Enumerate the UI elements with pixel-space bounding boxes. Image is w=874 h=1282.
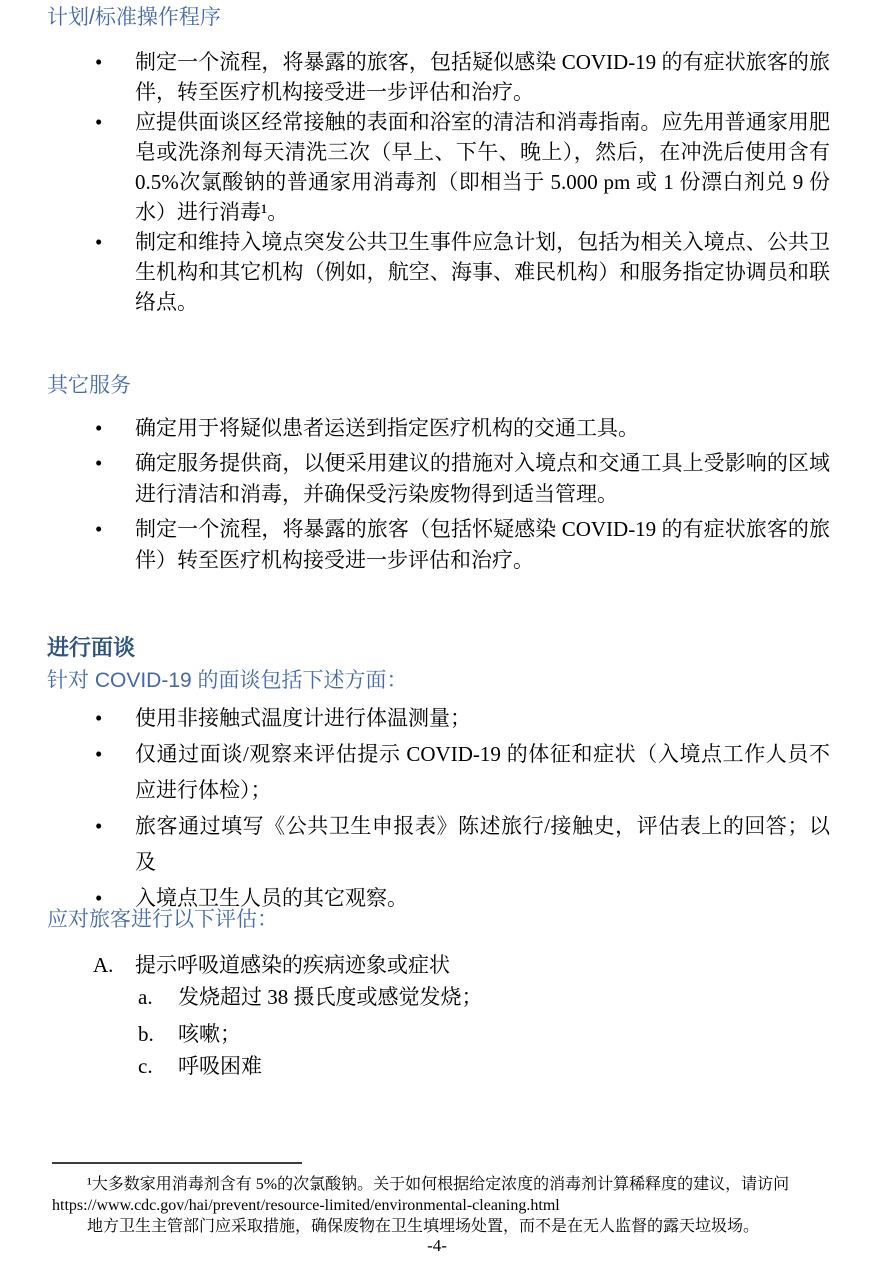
outline-item-text: 呼吸困难 [178,1054,262,1078]
assessment-outline [47,949,830,1082]
outline-item-text: 提示呼吸道感染的疾病迹象或症状 [135,953,450,977]
list-item-text: 确定用于将疑似患者运送到指定医疗机构的交通工具。 [135,416,639,440]
list-item [47,227,830,317]
bullet-icon: • [95,706,103,730]
list-item-text: 确定服务提供商，以便采用建议的措施对入境点和交通工具上受影响的区域进行清洁和消毒，并确保受污染废物得到适当管理。 [135,451,830,506]
bullet-list-other-services [47,413,830,576]
footnote-line: 地方卫生主管部门应采取措施，确保废物在卫生填埋场处置，而不是在无人监督的露天垃圾场。 [87,1218,760,1235]
bullet-icon: • [95,814,103,838]
footnote-line: ¹大多数家用消毒剂含有 5%的次氯酸钠。关于如何根据给定浓度的消毒剂计算稀释度的建议，请访问 [87,1176,790,1193]
list-item-text: 入境点卫生人员的其它观察。 [135,886,408,910]
bullet-icon: • [95,451,103,475]
outline-marker: b. [138,1022,154,1046]
list-item [47,448,830,510]
bullet-icon: • [95,416,103,440]
list-item-text: 旅客通过填写《公共卫生申报表》陈述旅行/接触史，评估表上的回答；以及 [135,814,830,874]
bullet-icon: • [95,886,103,910]
list-item [47,514,830,576]
outline-item [47,1018,830,1050]
page-number: -4- [427,1236,447,1255]
footnote-url-link[interactable]: https://www.cdc.gov/hai/prevent/resource-limited/environmental-cleaning.html [52,1197,560,1214]
bullet-list-interview [47,700,830,916]
list-item [47,808,830,880]
list-item [47,47,830,107]
outline-item-text: 发烧超过 38 摄氏度或感觉发烧； [178,985,483,1009]
list-item [47,413,830,444]
outline-marker: c. [138,1054,153,1078]
list-item-text: 仅通过面谈/观察来评估提示 COVID-19 的体征和症状（入境点工作人员不应进行体检）； [135,742,830,802]
footnote-separator-rule [52,1162,302,1164]
list-item-text: 制定和维持入境点突发公共卫生事件应急计划，包括为相关入境点、公共卫生机构和其它机构（例如，航空、海事、难民机构）和服务指定协调员和联络点。 [135,230,830,314]
list-item [47,700,830,736]
lead-in-assessment: 应对旅客进行以下评估： [47,908,278,931]
footnote-block [52,1174,830,1237]
outline-marker: A. [93,953,114,977]
bullet-list-sop [47,47,830,317]
lead-in-interview-scope: 针对 COVID-19 的面谈包括下述方面： [47,669,408,692]
list-item [47,107,830,227]
bullet-icon: • [95,50,103,74]
bullet-icon: • [95,517,103,541]
section-heading-plans-sop: 计划/标准操作程序 [47,6,221,29]
bullet-icon: • [95,742,103,766]
list-item-text: 制定一个流程，将暴露的旅客（包括怀疑感染 COVID-19 的有症状旅客的旅伴）转至医疗机构接受进一步评估和治疗。 [135,517,830,572]
section-heading-other-services: 其它服务 [47,374,131,397]
bullet-icon: • [95,230,103,254]
list-item-text: 使用非接触式温度计进行体温测量； [135,706,471,730]
outline-item [47,1050,830,1082]
outline-item [47,981,830,1013]
bullet-icon: • [95,110,103,134]
list-item-text: 制定一个流程，将暴露的旅客，包括疑似感染 COVID-19 的有症状旅客的旅伴，转至医疗机构接受进一步评估和治疗。 [135,50,830,104]
section-heading-conduct-interview: 进行面谈 [47,635,136,660]
list-item-text: 应提供面谈区经常接触的表面和浴室的清洁和消毒指南。应先用普通家用肥皂或洗涤剂每天清洗三次（早上、下午、晚上），然后，在冲洗后使用含有 0.5%次氯酸钠的普通家用消毒剂（即相当于 5.000 pm 或 1 份漂白剂兑 9 份水）进行消毒¹。 [135,110,830,224]
outline-marker: a. [138,985,153,1009]
outline-item-text: 咳嗽； [178,1022,241,1046]
list-item [47,736,830,808]
outline-item [47,949,830,981]
